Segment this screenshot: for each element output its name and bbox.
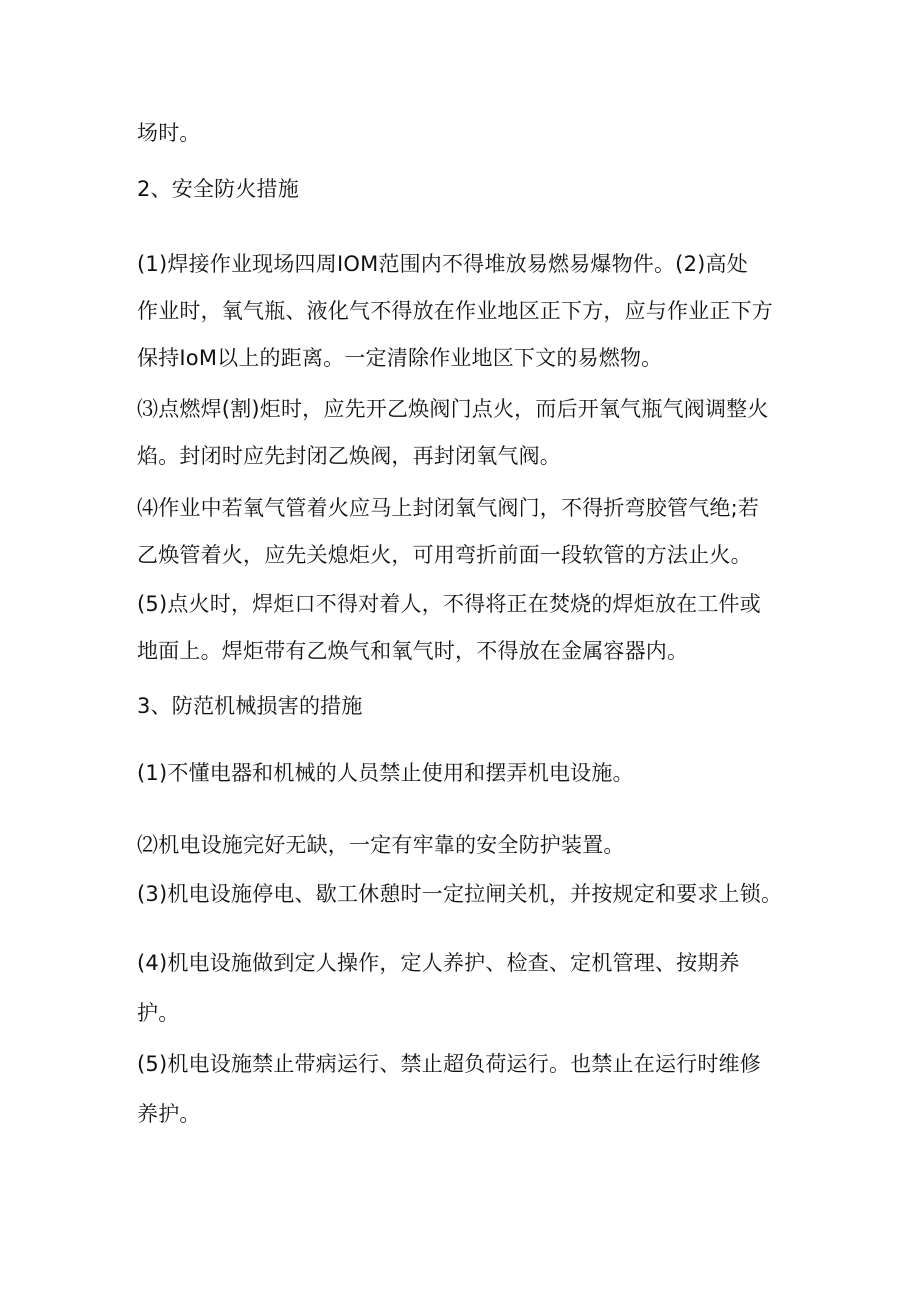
text-line-5: 保持IoM以上的距离。一定清除作业地区下文的易燃物。	[137, 346, 663, 370]
text-line-9: 乙焕管着火，应先关熄炬火，可用弯折前面一段软管的方法止火。	[137, 543, 752, 567]
text-line-14: ⑵机电设施完好无缺，一定有牢靠的安全防护装置。	[137, 833, 625, 857]
text-line-18: (5)机电设施禁止带病运行、禁止超负荷运行。也禁止在运行时维修	[137, 1052, 761, 1076]
text-line-8: ⑷作业中若氧气管着火应马上封闭氧气阀门，不得折弯胶管气绝;若	[137, 496, 760, 520]
text-line-4: 作业时，氧气瓶、液化气不得放在作业地区正下方，应与作业正下方	[137, 299, 773, 323]
text-line-1: 场时。	[137, 121, 201, 145]
text-line-13: (1)不懂电器和机械的人员禁止使用和摆弄机电设施。	[137, 761, 634, 785]
text-line-11: 地面上。焊炬带有乙焕气和氧气时，不得放在金属容器内。	[137, 639, 689, 663]
text-line-16: (4)机电设施做到定人操作，定人养护、检查、定机管理、按期养	[137, 951, 740, 975]
section-heading-fire-prevention: 2、安全防火措施	[137, 177, 299, 201]
text-line-19: 养护。	[137, 1102, 201, 1126]
text-line-10: (5)点火时，焊炬口不得对着人，不得将正在焚烧的焊炬放在工件或	[137, 592, 761, 616]
text-line-17: 护。	[137, 1001, 180, 1025]
text-line-15: (3)机电设施停电、歇工休憩时一定拉闸关机，并按规定和要求上锁。	[137, 882, 783, 906]
section-heading-mechanical-injury: 3、防范机械损害的措施	[137, 694, 363, 718]
text-line-3: (1)焊接作业现场四周IOM范围内不得堆放易燃易爆物件。(2)高处	[137, 252, 748, 276]
text-line-7: 焰。封闭时应先封闭乙焕阀，再封闭氧气阀。	[137, 444, 561, 468]
text-line-6: ⑶点燃焊(割)炬时，应先开乙焕阀门点火，而后开氧气瓶气阀调整火	[137, 397, 769, 421]
